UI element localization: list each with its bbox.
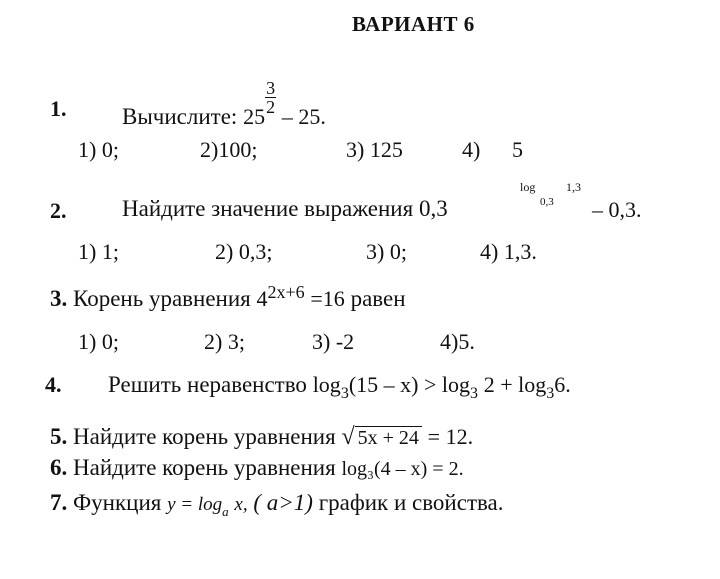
q7-func: y = log (167, 494, 223, 515)
q1-option-1: 1) 0; (78, 137, 119, 162)
q5-text: Найдите корень уравнения (73, 424, 336, 449)
q2-option-1: 1) 1; (78, 239, 119, 264)
q3-option-3: 3) -2 (312, 329, 355, 354)
sqrt-icon: √ (341, 424, 355, 450)
q6-text: Найдите корень уравнения (73, 455, 336, 480)
q1-fraction-exponent (265, 79, 276, 116)
q3-tail: равен (350, 286, 406, 311)
q1-expression (122, 78, 326, 130)
q5-rest: = 12. (427, 424, 474, 449)
q2-option-4: 4) 1,3. (480, 239, 537, 264)
q3-option-4: 4)5. (440, 329, 475, 354)
q1-option-2: 2)100; (200, 137, 258, 162)
q5-radicand: 5x + 24 (355, 426, 422, 449)
q7-text: Функция (73, 490, 162, 515)
q4-base-3: 3 (546, 385, 555, 402)
q1-option-4-value: 5 (512, 137, 523, 162)
q3-expression (50, 282, 406, 312)
q4-base-2: 3 (470, 385, 478, 402)
q2-rest: – 0,3. (592, 197, 642, 222)
q3-exponent: 2x+6 (267, 282, 305, 302)
q4-arg-3: 6. (554, 372, 571, 397)
q5-sqrt (341, 424, 421, 451)
q5-expression (50, 424, 473, 451)
q3-base: 4 (256, 286, 268, 311)
q1-rest: – 25. (281, 104, 326, 129)
q7-func-arg: x, (234, 494, 248, 515)
q3-rest: =16 (310, 286, 345, 311)
q2-log-base: 0,3 (540, 196, 554, 208)
q1-frac-denominator: 2 (266, 97, 276, 117)
q7-condition: ( a>1) (253, 490, 313, 515)
q4-text: Решить неравенство (108, 372, 307, 397)
q4-log-3: log (518, 372, 547, 397)
q6-number: 6. (50, 455, 68, 480)
q5-number: 5. (50, 424, 68, 449)
q2-number: 2. (50, 198, 67, 223)
q1-base: 25 (243, 104, 266, 129)
q2-text: Найдите значение выражения 0,3 (122, 196, 448, 221)
q6-expression (50, 455, 464, 481)
q3-number: 3. (50, 286, 68, 311)
q3-option-1: 1) 0; (78, 329, 119, 354)
q1-option-3: 3) 125 (346, 137, 403, 162)
q1-text: Вычислите: (122, 104, 238, 129)
q2-option-3: 3) 0; (366, 239, 407, 264)
q4-arg-2: 2 + (483, 372, 519, 397)
q4-log-1: log (312, 372, 341, 397)
q1-frac-numerator: 3 (266, 78, 276, 98)
q7-number: 7. (50, 490, 68, 515)
q7-expression (50, 490, 504, 520)
page-title: ВАРИАНТ 6 (352, 12, 475, 36)
q6-math: log₃(4 – x) = 2. (341, 458, 464, 480)
q4-arg-1: (15 – x) > (348, 372, 442, 397)
q2-log: log (520, 180, 536, 194)
q7-func-sub: a (222, 504, 229, 519)
q2-option-2: 2) 0,3; (215, 239, 273, 264)
q7-tail: график и свойства. (318, 490, 504, 515)
q4-base-1: 3 (340, 385, 349, 402)
q1-option-4-label: 4) (462, 137, 481, 162)
q4-log-2: log (441, 372, 470, 397)
q4-expression (108, 372, 571, 403)
q2-log-arg: 1,3 (566, 180, 581, 194)
q4-number: 4. (45, 372, 62, 397)
q1-number: 1. (50, 96, 67, 121)
q3-option-2: 2) 3; (204, 329, 245, 354)
q3-text: Корень уравнения (73, 286, 251, 311)
